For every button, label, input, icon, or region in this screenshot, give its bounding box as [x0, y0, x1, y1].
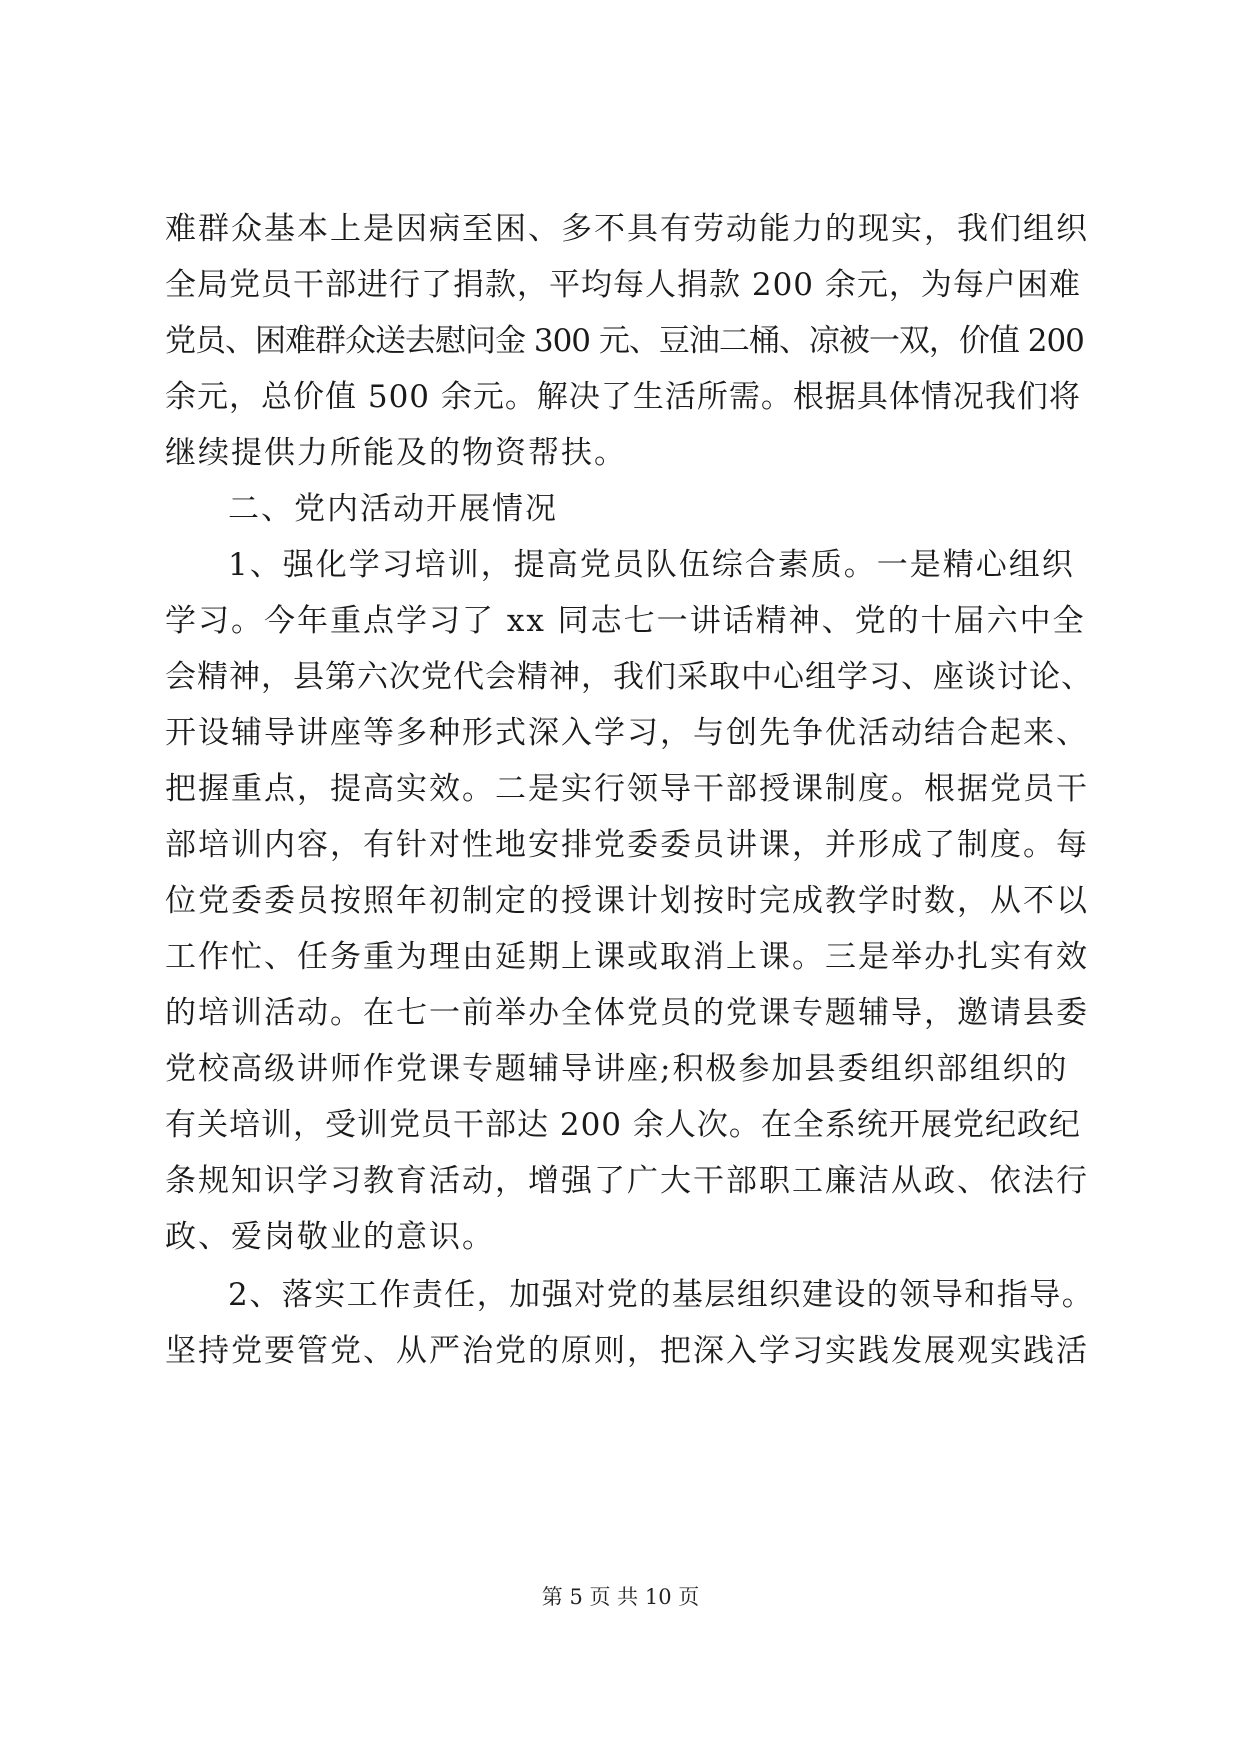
text-line: 难群众基本上是因病至困、多不具有劳动能力的现实，我们组织	[165, 211, 1089, 247]
text-line: 条规知识学习教育活动，增强了广大干部职工廉洁从政、依法行	[165, 1163, 1089, 1199]
section-heading: 二、党内活动开展情况	[228, 491, 558, 527]
text-line: 学习。今年重点学习了 xx 同志七一讲话精神、党的十届六中全	[165, 603, 1086, 639]
text-line: 部培训内容，有针对性地安排党委委员讲课，并形成了制度。每	[165, 827, 1089, 863]
text-line: 继续提供力所能及的物资帮扶。	[165, 435, 627, 471]
text-line: 把握重点，提高实效。二是实行领导干部授课制度。根据党员干	[165, 771, 1089, 807]
text-line: 党校高级讲师作党课专题辅导讲座;积极参加县委组织部组织的	[165, 1051, 1069, 1087]
text-line: 会精神，县第六次党代会精神，我们采取中心组学习、座谈讨论、	[165, 659, 1093, 695]
text-line: 2、落实工作责任，加强对党的基层组织建设的领导和指导。	[228, 1277, 1095, 1313]
text-line: 开设辅导讲座等多种形式深入学习，与创先争优活动结合起来、	[165, 715, 1089, 751]
text-line: 余元，总价值 500 余元。解决了生活所需。根据具体情况我们将	[165, 379, 1081, 415]
text-line: 全局党员干部进行了捐款，平均每人捐款 200 余元，为每户困难	[165, 267, 1081, 303]
text-line: 的培训活动。在七一前举办全体党员的党课专题辅导，邀请县委	[165, 995, 1089, 1031]
text-line: 党员、困难群众送去慰问金 300 元、豆油二桶、凉被一双，价值 200	[165, 323, 1084, 359]
page-number: 第 5 页 共 10 页	[541, 1585, 700, 1609]
text-line: 1、强化学习培训，提高党员队伍综合素质。一是精心组织	[228, 547, 1075, 583]
text-line: 坚持党要管党、从严治党的原则，把深入学习实践发展观实践活	[165, 1333, 1089, 1369]
text-line: 工作忙、任务重为理由延期上课或取消上课。三是举办扎实有效	[165, 939, 1089, 975]
text-line: 位党委委员按照年初制定的授课计划按时完成教学时数，从不以	[165, 883, 1089, 919]
text-line: 政、爱岗敬业的意识。	[165, 1219, 495, 1255]
text-line: 有关培训，受训党员干部达 200 余人次。在全系统开展党纪政纪	[165, 1107, 1081, 1143]
